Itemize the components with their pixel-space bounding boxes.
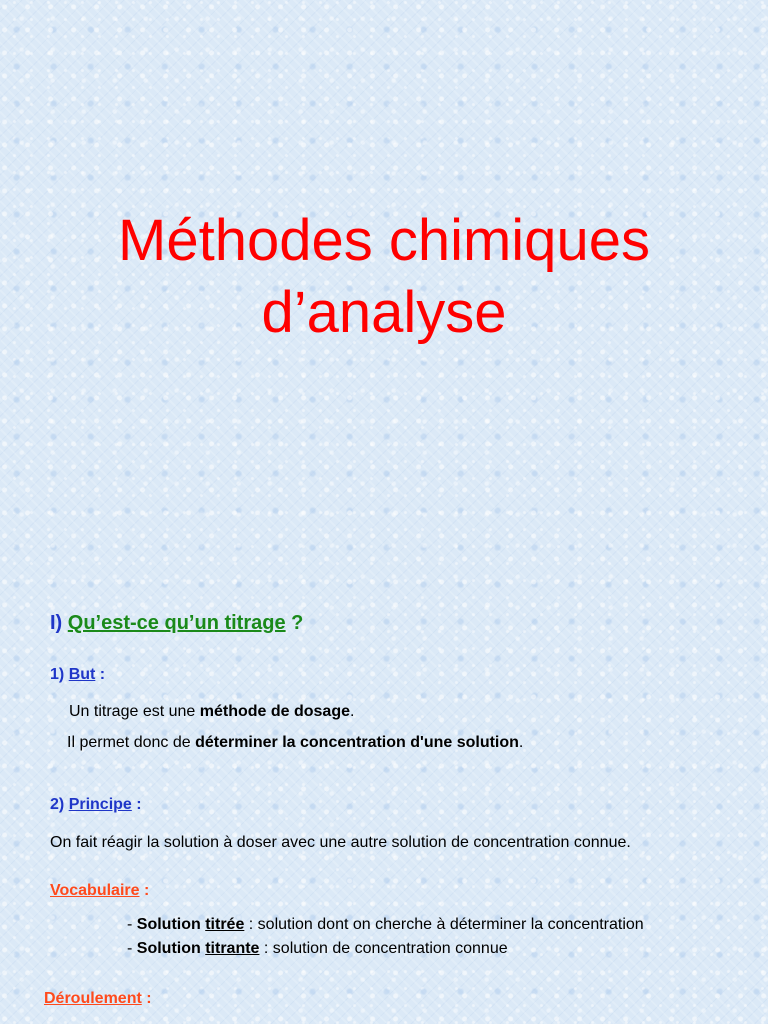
but-line-1-post: .	[350, 703, 355, 720]
but-line-2-post: .	[518, 734, 524, 751]
subheading-but-colon: :	[95, 666, 106, 683]
vocabulaire-item-titree	[127, 916, 644, 934]
vocabulaire-item-2-term: titrante	[205, 940, 260, 957]
vocabulaire-item-titrante	[127, 940, 508, 958]
vocabulaire-label-colon: :	[139, 882, 150, 899]
vocabulaire-label-text: Vocabulaire	[50, 882, 140, 899]
but-line-1	[69, 703, 354, 721]
but-line-2-pre: Il permet donc de	[67, 734, 196, 751]
vocabulaire-item-2-word: Solution	[136, 940, 206, 957]
vocabulaire-item-1-dash: -	[127, 916, 137, 933]
subheading-principe-colon: :	[131, 796, 142, 813]
section-heading-text: Qu’est-ce qu’un titrage	[67, 612, 286, 634]
vocabulaire-item-1-word: Solution	[136, 916, 206, 933]
section-heading	[50, 612, 303, 635]
deroulement-label	[44, 990, 152, 1008]
but-line-1-pre: Un titrage est une	[69, 703, 200, 720]
but-line-1-bold: méthode de dosage	[199, 703, 350, 720]
subheading-but-number: 1)	[50, 666, 65, 683]
section-heading-mark: ?	[285, 612, 304, 634]
section-number: I)	[50, 612, 63, 634]
subheading-but	[50, 666, 105, 684]
vocabulaire-item-2-dash: -	[127, 940, 137, 957]
principe-text: On fait réagir la solution à doser avec une autre solution de concentration connue.	[50, 834, 631, 851]
subheading-principe	[50, 796, 142, 814]
vocabulaire-item-2-rest: : solution de concentration connue	[259, 940, 508, 957]
deroulement-label-text: Déroulement	[44, 990, 142, 1007]
vocabulaire-label	[50, 882, 149, 900]
vocabulaire-item-1-rest: : solution dont on cherche à déterminer la concentration	[244, 916, 644, 933]
subheading-principe-number: 2)	[50, 796, 65, 813]
vocabulaire-item-1-term: titrée	[205, 916, 245, 933]
deroulement-label-colon: :	[141, 990, 152, 1007]
slide-title	[0, 205, 768, 349]
slide-title-line-1: Méthodes chimiques	[118, 208, 650, 273]
subheading-but-label: But	[68, 666, 96, 683]
subheading-principe-label: Principe	[68, 796, 132, 813]
but-line-2	[67, 734, 523, 752]
slide-title-line-2: d’analyse	[261, 280, 507, 345]
but-line-2-bold: déterminer la concentration d'une solution	[195, 734, 519, 751]
